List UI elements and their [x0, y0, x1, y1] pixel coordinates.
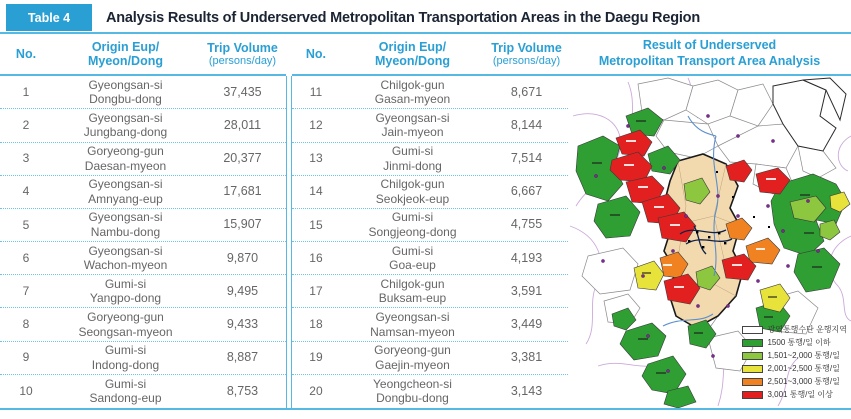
- row-number: 6: [22, 250, 30, 265]
- table-row: [0, 375, 286, 408]
- table-header-right: [292, 34, 568, 76]
- map-column: [568, 34, 851, 408]
- map-column-header: Result of Underserved Metropolitan Transport Area Analysis: [568, 34, 851, 76]
- legend-swatch: [742, 365, 763, 373]
- table-rows-left: [0, 76, 286, 408]
- origin-cell: Gumi-si Songjeong-dong: [368, 210, 457, 239]
- origin-cell: Goryeong-gun Gaejin-myeon: [374, 343, 451, 372]
- legend-label: 1500 통행/일 이하: [767, 338, 831, 347]
- table-row: [0, 242, 286, 275]
- trip-volume-cell: 8,753: [226, 383, 259, 398]
- table-row: [292, 342, 568, 375]
- row-number: 9: [22, 350, 30, 365]
- table-row: [0, 209, 286, 242]
- table-row: [0, 275, 286, 308]
- table-row: [0, 109, 286, 142]
- origin-cell: Gumi-si Goa-eup: [389, 243, 436, 273]
- origin-cell: Gyeongsan-si Wachon-myeon: [83, 243, 168, 273]
- table-right-half: [292, 34, 568, 408]
- trip-volume-cell: 8,671: [510, 84, 543, 99]
- origin-cell: Gyeongsan-si Jungbang-dong: [83, 110, 168, 140]
- legend-item: [742, 363, 847, 374]
- table-left-half: [0, 34, 286, 408]
- trip-volume-cell: 20,377: [223, 150, 262, 165]
- legend-label: 3,001 통행/일 이상: [767, 390, 833, 399]
- row-number: 20: [309, 384, 323, 399]
- trip-volume-cell: 8,887: [226, 350, 259, 365]
- trip-volume-cell: 37,435: [223, 84, 262, 99]
- row-number: 2: [22, 118, 30, 133]
- table-row: [292, 308, 568, 341]
- table-title: Analysis Results of Underserved Metropolitan Transportation Areas in the Daegu Region: [106, 9, 700, 26]
- origin-cell: Goryeong-gun Daesan-myeon: [84, 143, 167, 173]
- table-row: [0, 342, 286, 375]
- legend-item: [742, 350, 847, 361]
- trip-volume-cell: 15,907: [223, 217, 262, 232]
- row-number: 8: [22, 317, 30, 332]
- legend-item: [742, 376, 847, 387]
- legend-item: [742, 324, 847, 335]
- analysis-map: [568, 76, 851, 408]
- trip-volume-cell: 7,514: [510, 150, 543, 165]
- row-number: 12: [309, 118, 323, 133]
- column-header-origin: Origin Eup/ Myeon/Dong: [87, 39, 163, 69]
- table-row: [0, 176, 286, 209]
- legend-swatch: [742, 326, 763, 334]
- column-header-no: No.: [305, 46, 327, 61]
- row-number: 3: [22, 151, 30, 166]
- origin-cell: Gyeongsan-si Dongbu-dong: [88, 77, 163, 107]
- origin-cell: Gumi-si Yangpo-dong: [89, 276, 162, 306]
- map-legend: [742, 324, 847, 400]
- legend-item: [742, 337, 847, 348]
- trip-volume-cell: 17,681: [223, 184, 262, 199]
- origin-cell: Gumi-si Indong-dong: [91, 343, 160, 372]
- origin-cell: Gumi-si Sandong-eup: [89, 376, 162, 406]
- origin-cell: Chilgok-gun Buksam-eup: [378, 276, 447, 306]
- table-content: [0, 34, 851, 408]
- column-header-no: No.: [15, 46, 37, 61]
- legend-label: 2,501~3,000 통행/일: [767, 377, 840, 386]
- row-number: 7: [22, 284, 30, 299]
- row-number: 11: [309, 84, 323, 99]
- table-row: [292, 143, 568, 176]
- row-number: 14: [309, 184, 323, 199]
- origin-cell: Chilgok-gun Seokjeok-eup: [375, 177, 450, 206]
- origin-cell: Gyeongsan-si Jain-myeon: [375, 110, 450, 140]
- trip-volume-cell: 4,193: [510, 250, 543, 265]
- table-row: [0, 143, 286, 176]
- row-number: 18: [309, 317, 323, 332]
- row-number: 1: [22, 84, 30, 99]
- trip-volume-cell: 6,667: [510, 184, 543, 199]
- row-number: 17: [309, 284, 323, 299]
- trip-volume-cell: 4,755: [510, 217, 543, 232]
- legend-item: [742, 389, 847, 400]
- table-row: [292, 176, 568, 209]
- table-bottom-border: [0, 408, 851, 410]
- column-header-trip-volume: Trip Volume (persons/day): [491, 40, 562, 67]
- trip-volume-cell: 3,143: [510, 383, 543, 398]
- origin-cell: Gyeongsan-si Namsan-myeon: [370, 309, 455, 339]
- trip-volume-cell: 8,144: [510, 117, 543, 132]
- legend-swatch: [742, 352, 763, 360]
- trip-volume-cell: 3,449: [510, 316, 543, 331]
- origin-cell: Gumi-si Jinmi-dong: [383, 143, 442, 173]
- trip-volume-cell: 9,870: [226, 250, 259, 265]
- trip-volume-cell: 3,591: [510, 283, 543, 298]
- table-row: [292, 375, 568, 408]
- table-rows-right: [292, 76, 568, 408]
- trip-volume-cell: 3,381: [510, 350, 543, 365]
- row-number: 19: [309, 350, 323, 365]
- origin-cell: Gyeongsan-si Nambu-dong: [88, 210, 163, 239]
- row-number: 10: [19, 384, 33, 399]
- origin-cell: Gyeongsan-si Amnyang-eup: [88, 177, 163, 206]
- origin-cell: Goryeong-gun Seongsan-myeon: [78, 309, 173, 339]
- row-number: 5: [22, 217, 30, 232]
- table-row: [292, 109, 568, 142]
- legend-label: 2,001~2,500 통행/일: [767, 364, 840, 373]
- legend-swatch: [742, 391, 763, 399]
- row-number: 4: [22, 184, 30, 199]
- legend-label: 광역통행수단 운행지역: [767, 325, 847, 334]
- column-header-trip-volume: Trip Volume (persons/day): [207, 40, 278, 67]
- table-header-left: [0, 34, 286, 76]
- origin-cell: Chilgok-gun Gasan-myeon: [374, 77, 451, 107]
- table-row: [292, 76, 568, 109]
- legend-label: 1,501~2,000 통행/일: [767, 351, 840, 360]
- table-row: [292, 209, 568, 242]
- table-row: [292, 275, 568, 308]
- table-row: [0, 308, 286, 341]
- row-number: 16: [309, 250, 323, 265]
- table-number-tag: Table 4: [6, 4, 92, 31]
- row-number: 13: [309, 151, 323, 166]
- trip-volume-cell: 9,495: [226, 283, 259, 298]
- legend-swatch: [742, 378, 763, 386]
- legend-swatch: [742, 339, 763, 347]
- column-header-origin: Origin Eup/ Myeon/Dong: [374, 39, 450, 69]
- trip-volume-cell: 9,433: [226, 316, 259, 331]
- trip-volume-cell: 28,011: [223, 117, 262, 132]
- origin-cell: Yeongcheon-si Dongbu-dong: [373, 376, 452, 406]
- table-row: [292, 242, 568, 275]
- table-row: [0, 76, 286, 109]
- row-number: 15: [309, 217, 323, 232]
